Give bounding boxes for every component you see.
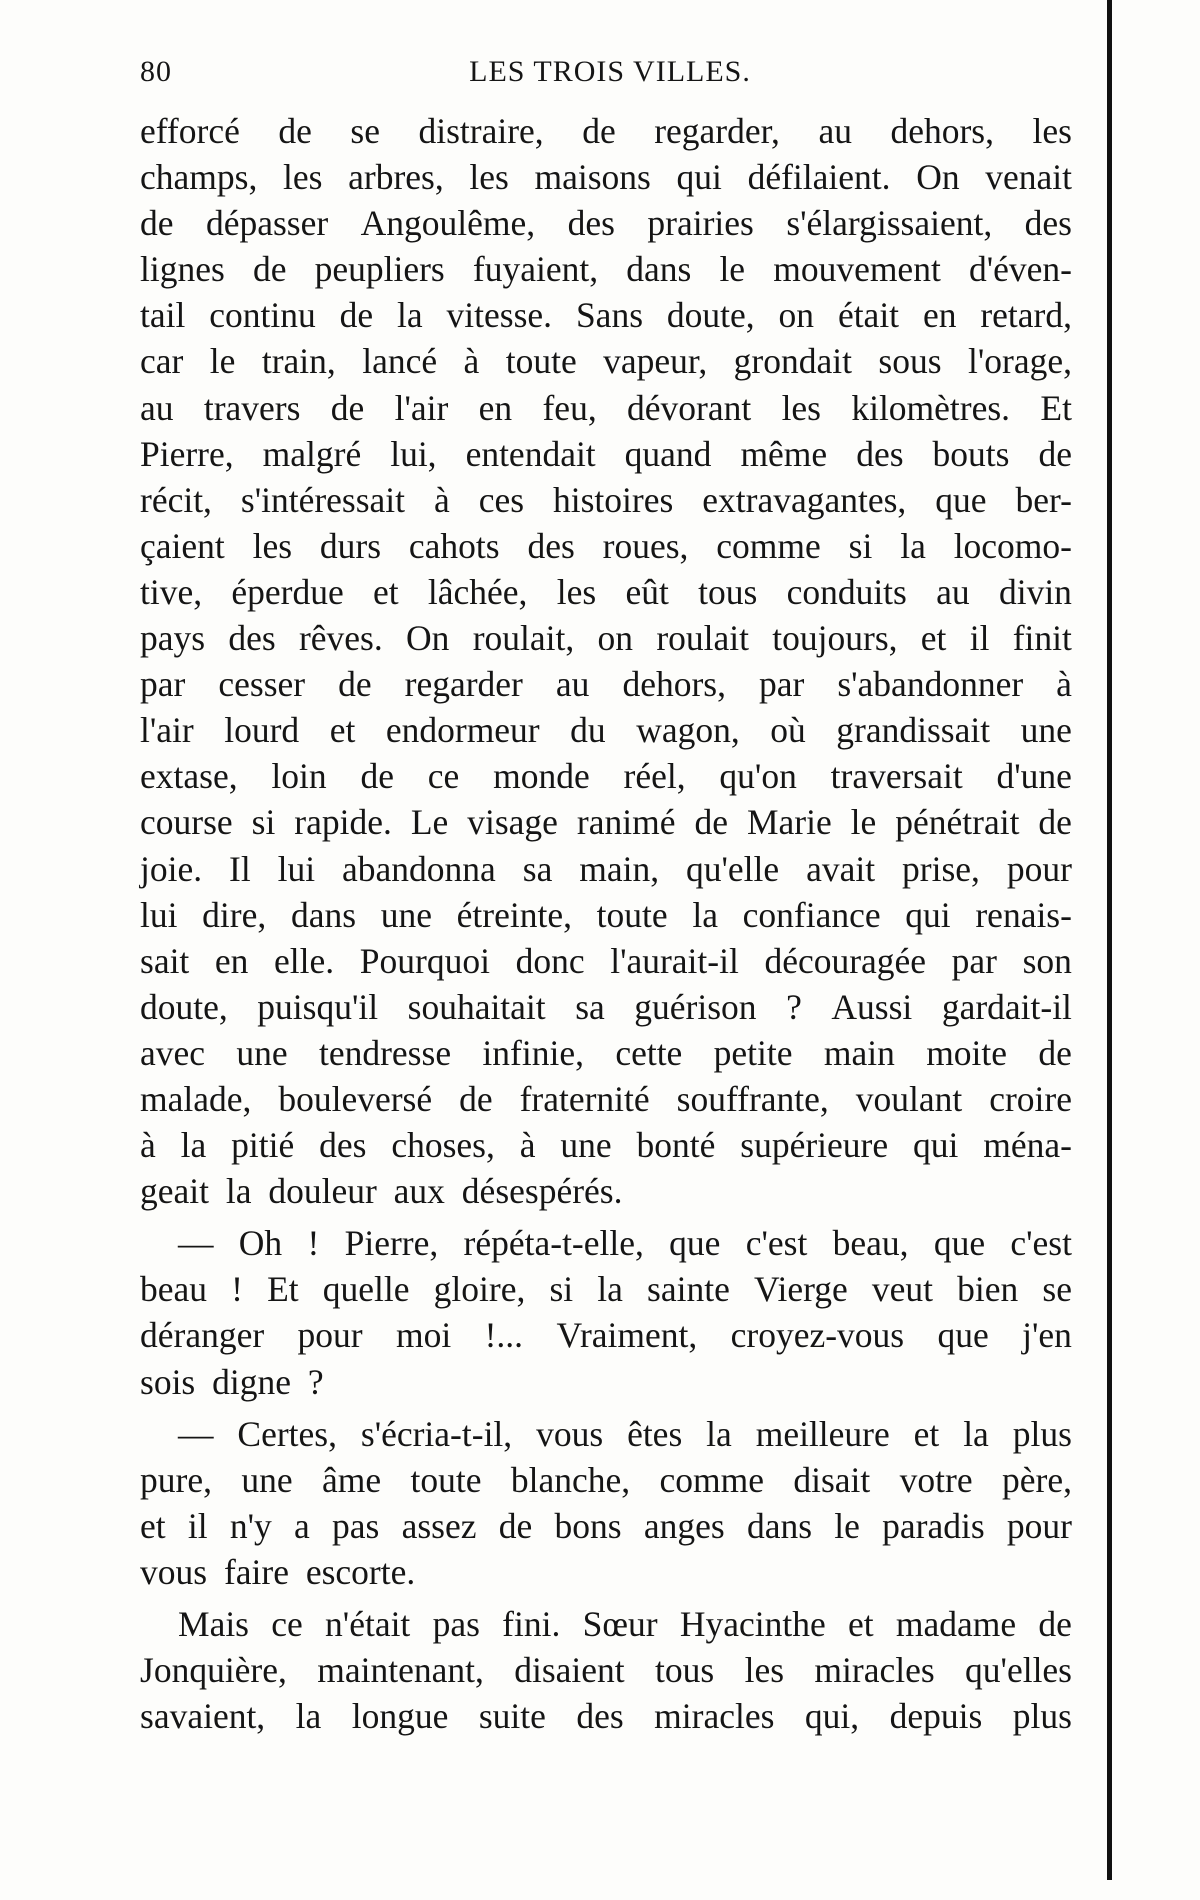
text-line: déranger pour moi !... Vraiment, croyez-vous que j'en <box>140 1315 1072 1356</box>
text-line: champs, les arbres, les maisons qui défilaient. On venait <box>140 157 1072 198</box>
text-line: avec une tendresse infinie, cette petite main moite de <box>140 1032 1072 1073</box>
body-text <box>140 108 1072 1739</box>
text-line: car le train, lancé à toute vapeur, grondait sous l'orage, <box>140 341 1072 382</box>
text-line: course si rapide. Le visage ranimé de Marie le pénétrait de <box>140 802 1072 843</box>
text-line: récit, s'intéressait à ces histoires extravagantes, que ber- <box>140 479 1072 520</box>
text-line: pure, une âme toute blanche, comme disait votre père, <box>140 1459 1072 1500</box>
text-line: au travers de l'air en feu, dévorant les kilomètres. Et <box>140 387 1072 428</box>
text-line: — Oh ! Pierre, répéta-t-elle, que c'est beau, que c'est <box>178 1223 1072 1264</box>
text-line: extase, loin de ce monde réel, qu'on traversait d'une <box>140 756 1072 797</box>
text-line: et il n'y a pas assez de bons anges dans le paradis pour <box>140 1505 1072 1546</box>
page-number: 80 <box>140 55 172 88</box>
text-line: tail continu de la vitesse. Sans doute, on était en retard, <box>140 295 1072 336</box>
text-line: tive, éperdue et lâchée, les eût tous conduits au divin <box>140 571 1072 612</box>
text-line: de dépasser Angoulême, des prairies s'élargissaient, des <box>140 203 1072 244</box>
text-line: Jonquière, maintenant, disaient tous les miracles qu'elles <box>140 1650 1072 1691</box>
text-line: Mais ce n'était pas fini. Sœur Hyacinthe et madame de <box>178 1604 1072 1644</box>
text-line: geait la douleur aux désespérés. <box>140 1171 623 1212</box>
text-line: lui dire, dans une étreinte, toute la confiance qui renais- <box>140 894 1072 935</box>
text-line: çaient les durs cahots des roues, comme si la locomo- <box>140 525 1072 566</box>
text-line: vous faire escorte. <box>140 1551 416 1592</box>
text-line: savaient, la longue suite des miracles qui, depuis plus <box>140 1696 1072 1737</box>
page-header <box>140 55 1080 105</box>
text-line: sait en elle. Pourquoi donc l'aurait-il découragée par son <box>140 940 1072 981</box>
text-line: — Certes, s'écria-t-il, vous êtes la meilleure et la plus <box>178 1413 1072 1454</box>
text-line: lignes de peupliers fuyaient, dans le mouvement d'éven- <box>140 249 1072 290</box>
text-line: doute, puisqu'il souhaitait sa guérison ? Aussi gardait-il <box>140 986 1072 1027</box>
text-line: sois digne ? <box>140 1361 324 1402</box>
text-line: à la pitié des choses, à une bonté supérieure qui ména- <box>140 1125 1072 1166</box>
text-line: pays des rêves. On roulait, on roulait toujours, et il finit <box>140 618 1072 659</box>
text-line: joie. Il lui abandonna sa main, qu'elle avait prise, pour <box>140 848 1072 889</box>
text-line: Pierre, malgré lui, entendait quand même des bouts de <box>140 433 1072 474</box>
text-line: l'air lourd et endormeur du wagon, où grandissait une <box>140 710 1072 751</box>
running-title: LES TROIS VILLES. <box>469 55 751 88</box>
text-line: efforcé de se distraire, de regarder, au dehors, les <box>140 111 1072 151</box>
text-line: malade, bouleversé de fraternité souffrante, voulant croire <box>140 1078 1072 1119</box>
text-line: beau ! Et quelle gloire, si la sainte Vierge veut bien se <box>140 1269 1072 1310</box>
page-edge-rule <box>1107 0 1112 1880</box>
text-line: par cesser de regarder au dehors, par s'abandonner à <box>140 664 1072 705</box>
